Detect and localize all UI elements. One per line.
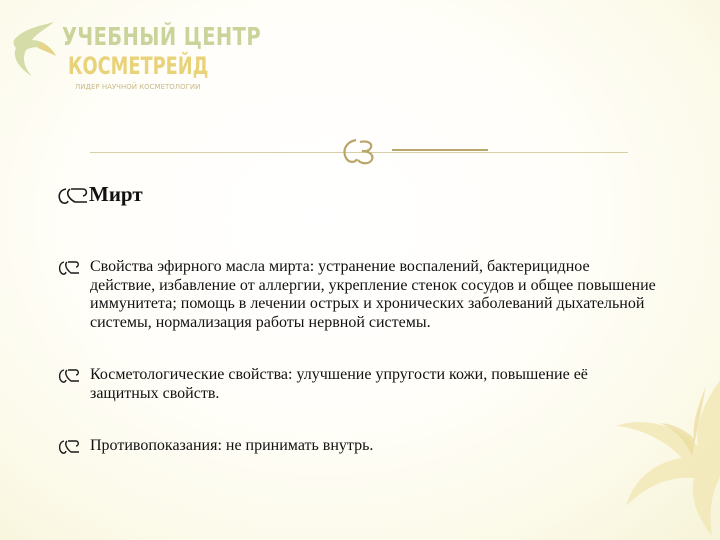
- heading-text: Мирт: [89, 182, 143, 206]
- ornament-icon: [340, 136, 380, 166]
- logo: [10, 12, 262, 92]
- curl-bullet-icon: [58, 260, 80, 276]
- list-item: [58, 437, 658, 456]
- curl-bullet-icon: [57, 187, 89, 205]
- logo-title: УЧЕБНЫЙ ЦЕНТР: [62, 22, 262, 51]
- logo-tagline: ЛИДЕР НАУЧНОЙ КОСМЕТОЛОГИИ: [75, 83, 201, 91]
- curl-bullet-icon: [58, 439, 80, 455]
- list-item: [58, 258, 658, 332]
- divider-accent: [392, 149, 488, 151]
- list-item-text: Свойства эфирного масла мирта: устранение воспалений, бактерицидное действие, избавление от аллергии, укрепление стенок сосудов и общее повышение иммунитета; помощь в лечении острых и хронических заболеваний дыхательной системы, нормализация работы нервной системы.: [90, 258, 656, 331]
- logo-subtitle: КОСМЕТРЕЙД: [68, 52, 209, 80]
- list-item: [58, 366, 658, 403]
- swallow-logo-icon: [10, 18, 60, 78]
- bullet-list: [58, 258, 658, 490]
- swallow-decoration-icon: [586, 366, 720, 540]
- list-item-text: Противопоказания: не принимать внутрь.: [90, 437, 374, 454]
- curl-bullet-icon: [58, 368, 80, 384]
- slide-heading: [57, 182, 143, 207]
- list-item-text: Косметологические свойства: улучшение упругости кожи, повышение её защитных свойств.: [90, 366, 588, 402]
